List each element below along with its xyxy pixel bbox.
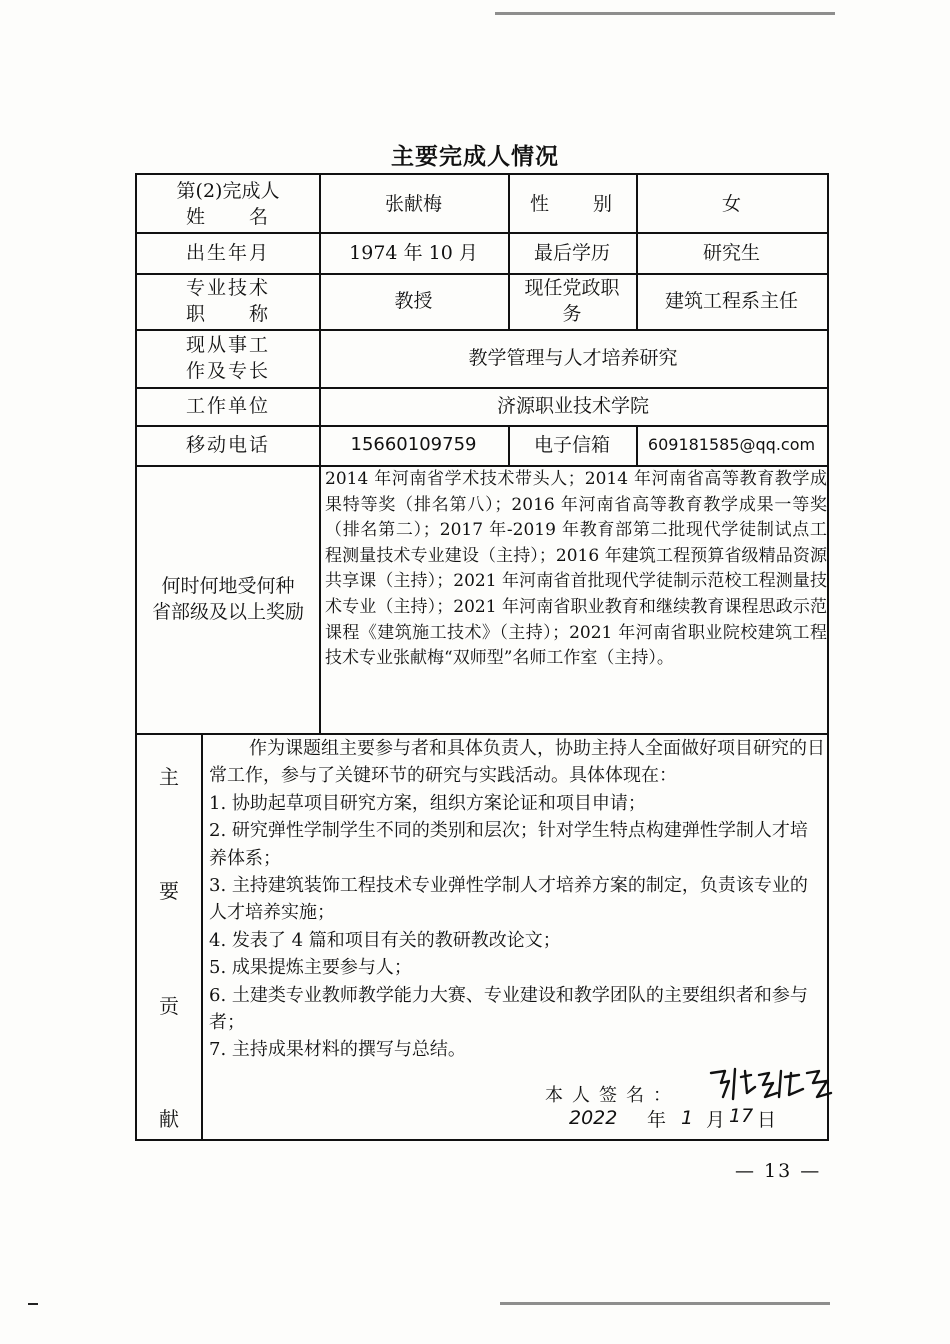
education-value: 研究生 (702, 241, 760, 264)
contribution-item-4: 4. 发表了 4 篇和项目有关的教研教改论文； (209, 929, 561, 951)
title-label (137, 273, 319, 329)
birth-label: 出生年月 (185, 241, 270, 264)
title-value: 教授 (394, 290, 433, 312)
awards-label (137, 465, 319, 733)
contribution-text (209, 735, 825, 1064)
scan-edge-top (495, 12, 835, 15)
email-label: 电子信箱 (533, 434, 610, 456)
contribution-label-char-2: 要 (159, 879, 179, 903)
contribution-label-char-3: 贡 (159, 994, 179, 1018)
handwritten-signature (707, 1063, 837, 1103)
name-label-line1: 第(2)完成人 (176, 179, 280, 202)
name-label-line2: 姓 名 (185, 205, 270, 228)
date-month-unit: 月 (706, 1109, 726, 1131)
birth-value: 1974 年 10 月 (349, 241, 478, 264)
gender-value: 女 (721, 192, 741, 215)
date-month: 1 (681, 1107, 694, 1129)
name-value: 张献梅 (384, 192, 442, 215)
awards-text: 2014 年河南省学术技术带头人；2014 年河南省高等教育教学成果特等奖（排名第八）；2016 年河南省高等教育教学成果一等奖（排名第二）；2017 年-2019 年教育部第二批现代学徒制试点工程测量技术专业建设（主持）；2016 年建筑工程预算省级精品资源共享课（主持）；2021 年河南省首批现代学徒制示范校工程测量技术专业（主持）；2021 年河南省职业教育和继续教育课程思政示范课程《建筑施工技术》（主持）；2021 年河南省职业院校建筑工程技术专业张献梅“双师型”名师工作室（主持）。 (325, 469, 827, 669)
contribution-item-6: 6. 土建类专业教师教学能力大赛、专业建设和教学团队的主要组织者和参与者； (209, 984, 808, 1034)
party-label-line1: 现任党政职 (524, 277, 620, 299)
education-label: 最后学历 (533, 241, 610, 264)
scan-mark (28, 1303, 38, 1305)
email-value: 609181585@qq.com (647, 435, 816, 454)
scan-edge-bottom (500, 1302, 830, 1305)
contribution-intro: 作为课题组主要参与者和具体负责人，协助主持人全面做好项目研究的日常工作，参与了关键环节的研究与实践活动。具体体现在： (209, 738, 825, 787)
contribution-label-char-1: 主 (159, 765, 179, 789)
work-label-line2: 作及专长 (185, 360, 270, 382)
party-label (508, 273, 636, 329)
unit-label: 工作单位 (185, 395, 270, 417)
info-table (135, 173, 829, 1141)
name-label (137, 175, 319, 232)
contribution-label-char-4: 献 (159, 1107, 179, 1131)
date-year: 2022 (569, 1107, 618, 1129)
contribution-item-3: 3. 主持建筑装饰工程技术专业弹性学制人才培养方案的制定，负责该专业的人才培养实施； (209, 875, 808, 924)
party-value: 建筑工程系主任 (664, 290, 798, 312)
title-label-line1: 专业技术 (185, 277, 270, 299)
date-day-unit: 日 (757, 1109, 777, 1131)
date-day: 17 (729, 1105, 754, 1127)
phone-label: 移动电话 (185, 434, 270, 456)
page-number: — 13 — (735, 1160, 822, 1182)
date-year-unit: 年 (647, 1109, 667, 1131)
work-value: 教学管理与人才培养研究 (468, 347, 678, 369)
contribution-item-7: 7. 主持成果材料的撰写与总结。 (209, 1039, 466, 1061)
signature-date (569, 1105, 799, 1141)
signature-label: 本人签名： (545, 1085, 680, 1106)
party-label-line2: 务 (562, 303, 582, 325)
contribution-item-2: 2. 研究弹性学制学生不同的类别和层次；针对学生特点构建弹性学制人才培养体系； (209, 820, 808, 869)
contribution-item-1: 1. 协助起草项目研究方案，组织方案论证和项目申请； (209, 792, 646, 814)
work-label-line1: 现从事工 (185, 334, 270, 356)
awards-label-line2: 省部级及以上奖励 (151, 601, 304, 623)
phone-value: 15660109759 (350, 434, 477, 455)
unit-value: 济源职业技术学院 (496, 395, 649, 417)
contribution-item-5: 5. 成果提炼主要参与人； (209, 957, 412, 979)
work-label (137, 329, 319, 387)
gender-label: 性 别 (529, 192, 614, 215)
title-label-line2: 职 称 (185, 303, 270, 325)
page-title: 主要完成人情况 (391, 143, 559, 170)
awards-label-line1: 何时何地受何种 (161, 575, 295, 597)
